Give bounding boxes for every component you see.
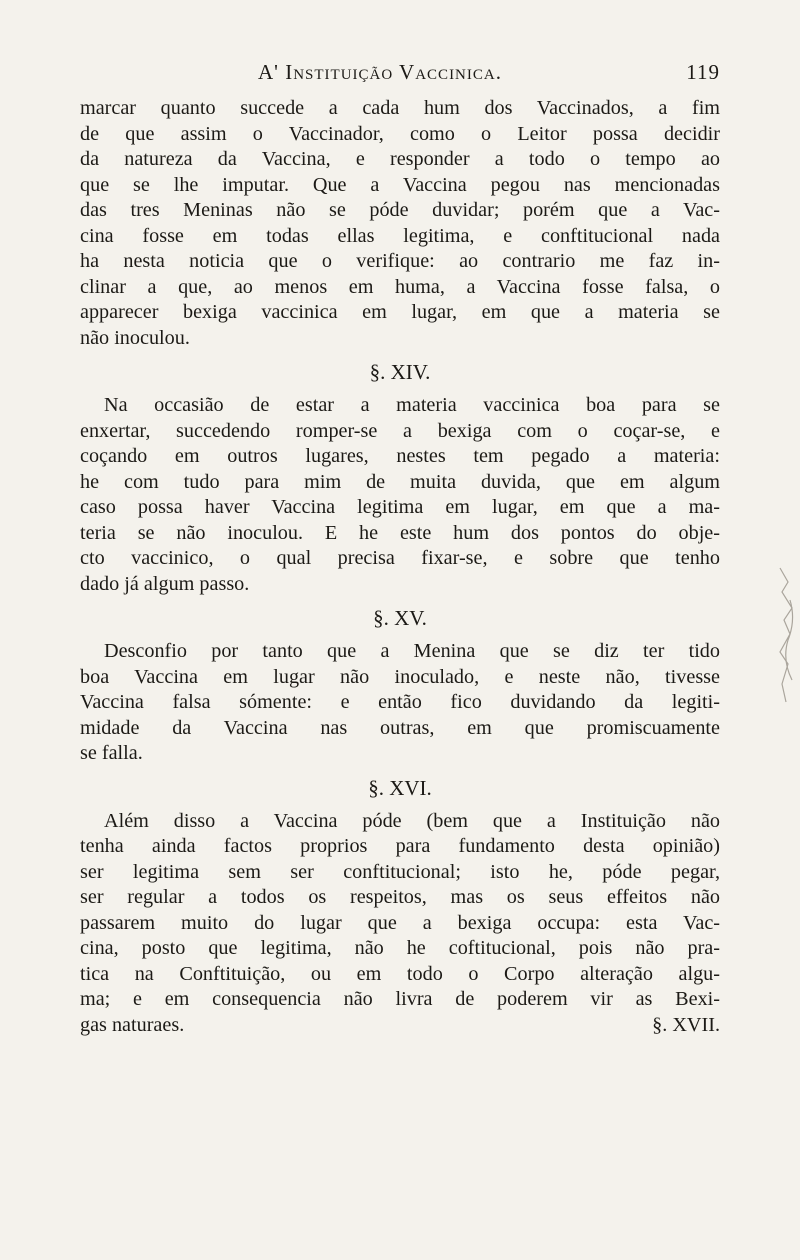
text-line: enxertar, succedendo romper-se a bexiga com o coçar-se, e [80,419,720,442]
catchword: §. XVII. [652,1013,720,1036]
paragraph [80,96,720,351]
text-line: boa Vaccina em lugar não inoculado, e neste não, tivesse [80,665,720,688]
text-line: de que assim o Vaccinador, como o Leitor possa decidir [80,122,720,145]
paragraph [80,639,720,767]
text-line: coçando em outros lugares, nestes tem pegado a materia: [80,445,720,467]
text-line: ser legitima sem ser conftitucional; isto he, póde pegar, [80,860,720,883]
text-line: clinar a que, ao menos em huma, a Vaccina fosse falsa, o [80,275,720,298]
text-line: teria se não inoculou. E he este hum dos pontos do obje- [80,521,720,544]
text-line: que se lhe imputar. Que a Vaccina pegou nas mencionadas [80,173,720,196]
text-line: tica na Conftituição, ou em todo o Corpo alteração algu- [80,962,720,985]
text-line: dado já algum passo. [80,572,250,595]
text-line: cina, posto que legitima, não he coftitucional, pois não pra- [80,937,720,959]
text-line: marcar quanto succede a cada hum dos Vaccinados, a fim [80,97,720,119]
text-line: da natureza da Vaccina, e responder a todo o tempo ao [80,148,720,170]
text-line: Na occasião de estar a materia vaccinica boa para se [104,394,720,416]
text-line: cto vaccinico, o qual precisa fixar-se, e sobre que tenho [80,547,720,569]
section-heading: §. XIV. [369,360,431,384]
text-line: ser regular a todos os respeitos, mas os seus effeitos não [80,886,720,908]
text-line: Além disso a Vaccina póde (bem que a Instituição não [104,809,720,832]
body-text [80,96,720,1038]
text-line [80,1013,720,1039]
text-line: Desconfio por tanto que a Menina que se diz ter tido [104,640,720,662]
text-line: apparecer bexiga vaccinica em lugar, em que a materia se [80,301,720,323]
margin-library-stamp [760,560,800,730]
text-line: midade da Vaccina nas outras, em que promiscuamente [80,716,720,739]
text-line-content: gas naturaes. [80,1013,185,1036]
running-title: A' Instituição Vaccinica. [258,60,502,84]
text-line: he com tudo para mim de muita duvida, que em algum [80,470,720,493]
text-line: das tres Meninas não se póde duvidar; porém que a Vac- [80,199,720,221]
running-head [80,60,720,96]
page-number: 119 [686,60,720,84]
text-line: caso possa haver Vaccina legitima em lugar, em que a ma- [80,496,720,518]
section-heading: §. XV. [373,606,427,630]
book-page [80,60,720,1038]
text-line: não inoculou. [80,326,190,349]
paragraph [80,393,720,597]
text-line: se falla. [80,742,143,764]
text-line: cina fosse em todas ellas legitima, e conftitucional nada [80,224,720,247]
text-line: passarem muito do lugar que a bexiga occupa: esta Vac- [80,911,720,934]
text-line: ha nesta noticia que o verifique: ao contrario me faz in- [80,250,720,272]
text-line: tenha ainda factos proprios para fundamento desta opinião) [80,835,720,857]
paragraph [80,809,720,1039]
section-heading: §. XVI. [368,775,432,800]
text-line: Vaccina falsa sómente: e então fico duvidando da legiti- [80,691,720,713]
text-line: ma; e em consequencia não livra de poderem vir as Bexi- [80,988,720,1010]
